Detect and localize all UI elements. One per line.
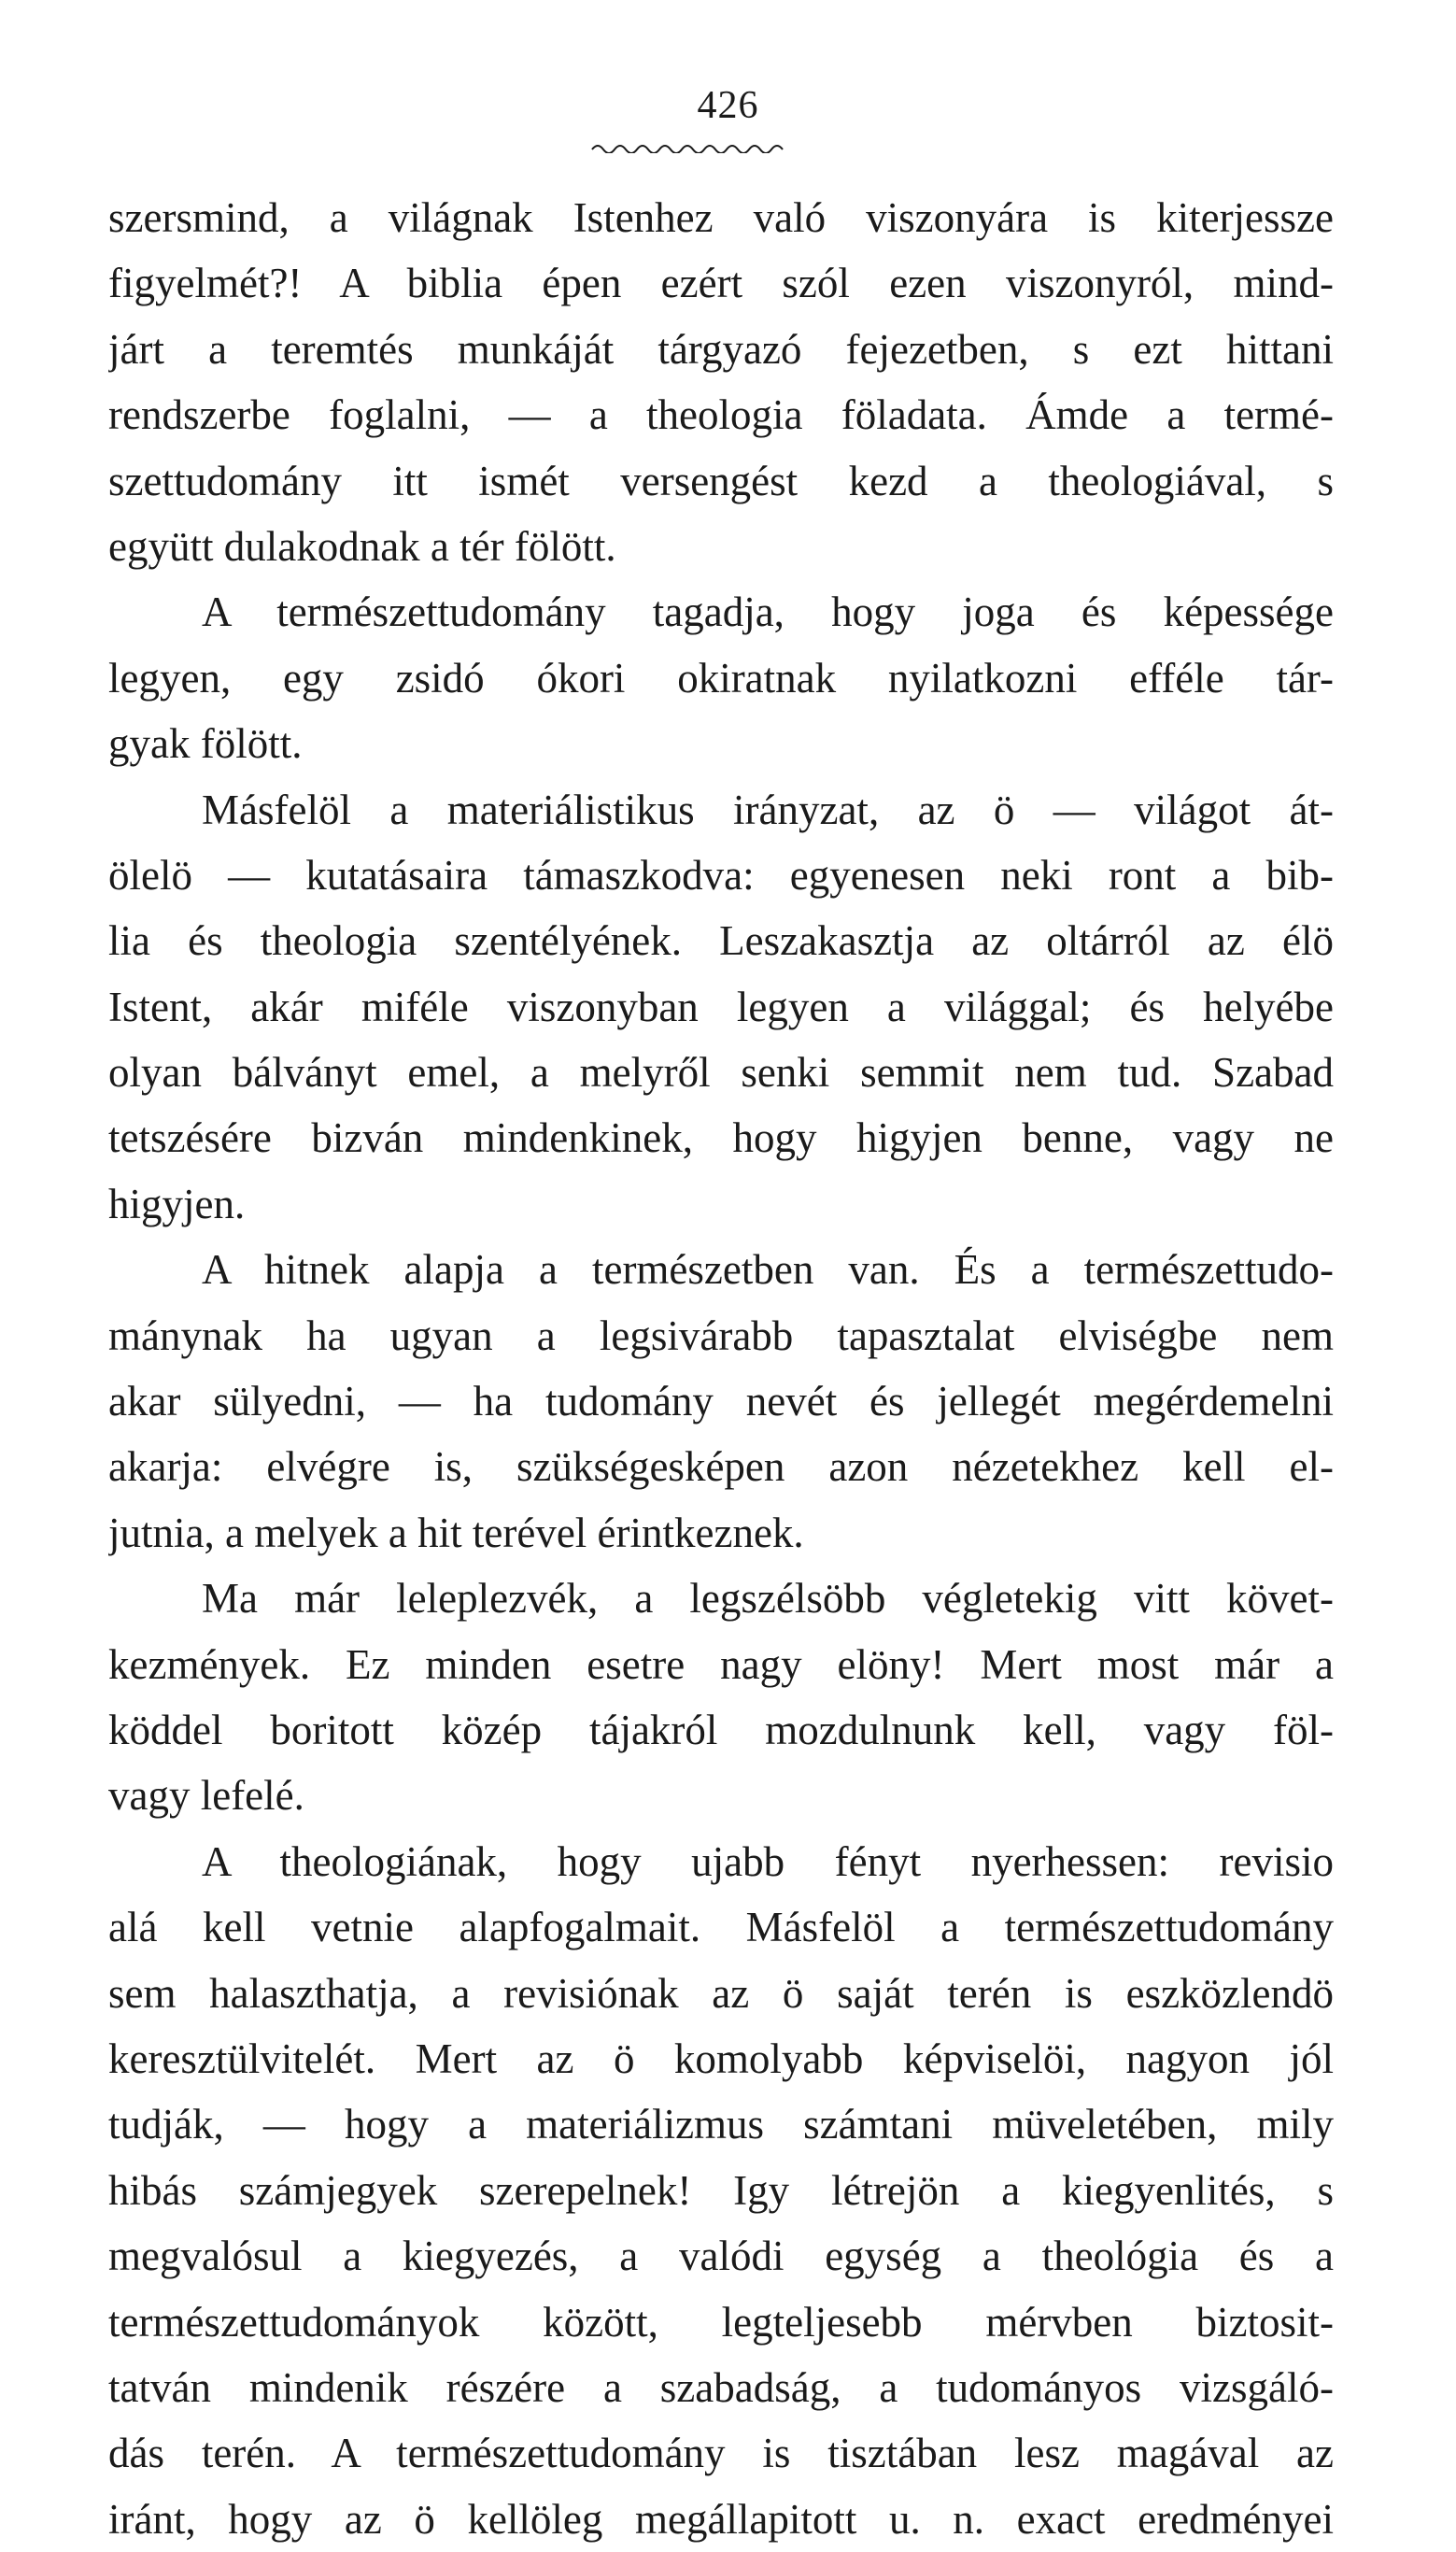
text-line: Másfelöl a materiálistikus irányzat, az ö — világot át- (202, 786, 1334, 833)
text-line: akarja: elvégre is, szükségesképen azon nézetekhez kell el- (108, 1443, 1334, 1491)
text-line: ölelö — kutatásaira támaszkodva: egyenesen neki ront a bib- (108, 851, 1334, 899)
text-line: jutnia, a melyek a hit terével érintkeznek. (108, 1509, 804, 1556)
text-line: hibás számjegyek szerepelnek! Igy létrejön a kiegyenlités, s (108, 2166, 1334, 2214)
text-line: rendszerbe foglalni, — a theologia föladata. Ámde a termé- (108, 391, 1334, 439)
text-line: megvalósul a kiegyezés, a valódi egység a theológia és a (108, 2233, 1334, 2280)
text-line: akar sülyedni, — ha tudomány nevét és jellegét megérdemelni (108, 1378, 1334, 1425)
page-header (0, 86, 1456, 125)
text-line: olyan bálványt emel, a melyről senki semmit nem tud. Szabad (108, 1049, 1334, 1097)
text-line: szersmind, a világnak Istenhez való viszonyára is kiterjessze (108, 194, 1334, 241)
text-line: együtt dulakodnak a tér fölött. (108, 522, 616, 570)
text-line: dás terén. A természettudomány is tisztában lesz magával az (108, 2430, 1334, 2477)
wavy-ornament-icon (590, 140, 791, 153)
text-line: Istent, akár miféle viszonyban legyen a világgal; és helyébe (108, 983, 1334, 1030)
text-line: sem halaszthatja, a revisiónak az ö saját terén is eszközlendö (108, 1969, 1334, 2017)
text-line: tetszésére bizván mindenkinek, hogy higyjen benne, vagy ne (108, 1114, 1334, 1162)
text-line: legyen, egy zsidó ókori okiratnak nyilatkozni efféle tár- (108, 654, 1334, 702)
text-line: higyjen. (108, 1180, 246, 1227)
text-line: természettudományok között, legteljesebb mérvben biztosit- (108, 2298, 1334, 2346)
page-number: 426 (697, 84, 759, 127)
text-line: köddel boritott közép tájakról mozdulnunk kell, vagy föl- (108, 1706, 1334, 1753)
text-line: lia és theologia szentélyének. Leszakasztja az oltárról az élö (108, 917, 1334, 965)
text-line: tatván mindenik részére a szabadság, a tudományos vizsgáló- (108, 2363, 1334, 2411)
text-line: tudják, — hogy a materiálizmus számtani müveletében, mily (108, 2101, 1334, 2148)
text-line: keresztülvitelét. Mert az ö komolyabb képviselöi, nagyon jól (108, 2035, 1334, 2082)
text-line: mánynak ha ugyan a legsivárabb tapasztalat elviségbe nem (108, 1311, 1334, 1359)
text-line: gyak fölött. (108, 720, 303, 768)
text-line: kezmények. Ez minden esetre nagy elöny! Mert most már a (108, 1640, 1334, 1688)
text-line: vagy lefelé. (108, 1772, 304, 1820)
text-line: figyelmét?! A biblia épen ezért szól ezen viszonyról, mind- (108, 260, 1334, 307)
text-line: A hitnek alapja a természetben van. És a természettudo- (202, 1246, 1334, 1294)
text-line: A theologiának, hogy ujabb fényt nyerhessen: revisio (202, 1837, 1334, 1885)
text-line: járt a teremtés munkáját tárgyazó fejezetben, s ezt hittani (108, 325, 1334, 373)
text-line: alá kell vetnie alapfogalmait. Másfelöl a természettudomány (108, 1904, 1334, 1951)
body-text (108, 185, 1334, 2552)
text-line: A természettudomány tagadja, hogy joga és képessége (202, 588, 1334, 636)
text-line: szettudomány itt ismét versengést kezd a theologiával, s (108, 457, 1334, 504)
text-line: iránt, hogy az ö kellöleg megállapitott u. n. exact eredményei (108, 2495, 1334, 2543)
text-line: Ma már leleplezvék, a legszélsöbb végletekig vitt követ- (202, 1575, 1334, 1623)
